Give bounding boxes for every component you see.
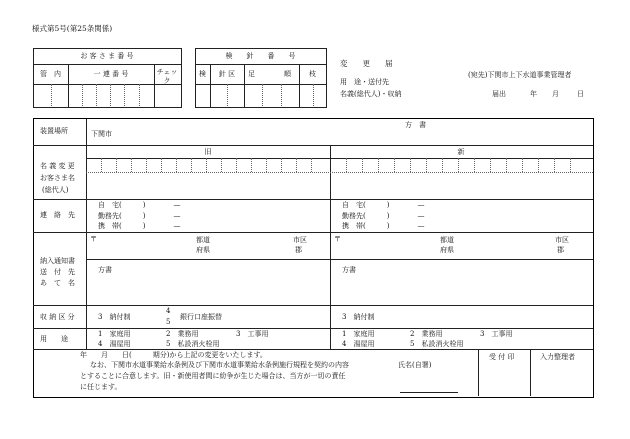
old-pay-3: 3 納付制 (98, 313, 131, 321)
old-u1: 1 家庭用 (98, 330, 131, 338)
new-header: 新 (457, 148, 465, 156)
name-change-label: 名 義 変 更 (40, 162, 75, 170)
new-houshou: 方書 (342, 266, 356, 274)
new-work-phone: 勤務先( ) — (342, 212, 425, 220)
new-u4: 4 湯屋用 (342, 340, 375, 348)
old-pay-5: 5 (166, 318, 171, 326)
new-pay-3: 3 納付制 (342, 313, 375, 321)
footer-line2b: 氏名(自署) (398, 361, 432, 369)
new-u1: 1 家庭用 (342, 330, 375, 338)
change-title: 変 更 届 (340, 59, 393, 68)
contact-label: 連 絡 先 (40, 211, 75, 219)
new-todo: 都道 (440, 236, 454, 244)
usage-label: 用 途 (40, 335, 68, 343)
col-kenshin: 検 (199, 70, 206, 78)
new-fuken: 府県 (440, 246, 454, 254)
month-label: 月 (552, 90, 559, 98)
city: 下関市 (91, 130, 112, 138)
old-u4: 4 湯屋用 (98, 340, 131, 348)
old-u2: 2 業務用 (166, 330, 199, 338)
old-bank: 銀行口座振替 (180, 313, 222, 321)
col-kannai: 管 内 (40, 70, 61, 78)
payment-label: 収 納 区 分 (40, 313, 75, 321)
old-houshou: 方書 (98, 266, 112, 274)
col-renban: 一 連 番 号 (93, 70, 129, 78)
addressee: (宛先)下関市上下水道事業管理者 (468, 71, 572, 79)
old-gun: 郡 (295, 246, 302, 254)
notice-label-1: 納入通知書 (40, 257, 75, 265)
year-label: 年 (530, 90, 537, 98)
footer-line2: なお、下関市水道事業給水条例及び下関市水道事業給水条例施行規程を契約の内容 (90, 361, 349, 369)
footer-line1: 年 月 日( 期分)から上記の変更をいたします。 (80, 351, 267, 359)
new-postal: 〒 (334, 235, 341, 243)
install-label: 装置場所 (40, 127, 68, 135)
date-label: 届出 (492, 90, 506, 98)
old-mobile-phone: 携 帯( ) — (98, 222, 181, 230)
notice-label-2: 送 付 先 (40, 268, 75, 276)
old-pay-4: 4 (166, 307, 171, 315)
new-mobile-phone: 携 帯( ) — (342, 222, 425, 230)
day-label: 日 (577, 90, 584, 98)
old-work-phone: 勤務先( ) — (98, 212, 181, 220)
footer-line4: に任じます。 (80, 383, 122, 391)
customer-number-title: お 客 さ ま 番 号 (80, 52, 134, 60)
old-home-phone: 自 宅( ) — (98, 201, 181, 209)
representative-label: (総代人) (42, 186, 69, 194)
customer-name-label: お客さま名 (40, 174, 75, 182)
old-postal: 〒 (90, 235, 97, 243)
col-jun: 順 (284, 70, 291, 78)
col-check: チェック (156, 68, 178, 85)
new-u3: 3 工事用 (480, 330, 513, 338)
new-u2: 2 業務用 (410, 330, 443, 338)
footer-line3: とすることに合意します。旧・新使用者間に紛争が生じた場合は、当方が一切の責任 (80, 372, 346, 380)
new-shiku: 市区 (555, 236, 569, 244)
old-header: 旧 (204, 148, 212, 156)
input-processor-label: 入力整理者 (540, 353, 575, 361)
new-u5: 5 私設消火栓用 (410, 340, 464, 348)
notice-label-3: あ て 名 (40, 279, 75, 287)
form-id: 様式第5号(第25条関係) (32, 24, 113, 33)
new-home-phone: 自 宅( ) — (342, 201, 425, 209)
old-fuken: 府県 (196, 246, 210, 254)
col-ku: 針 区 (218, 70, 236, 78)
name-type: 名義(総代人)・収納 (340, 90, 402, 98)
addr-type: 用 途・送付先 (340, 78, 389, 86)
old-u3: 3 工事用 (236, 330, 269, 338)
old-todo: 都道 (196, 236, 210, 244)
signature-line (400, 392, 458, 393)
col-eda: 枝 (309, 70, 316, 78)
receipt-stamp-label: 受 付 印 (489, 353, 515, 361)
old-u5: 5 私設消火栓用 (166, 340, 220, 348)
meter-number-title: 検 針 番 号 (225, 52, 296, 60)
col-ashi: 足 (248, 70, 255, 78)
old-shiku: 市区 (293, 236, 307, 244)
direction: 方 書 (405, 121, 426, 129)
new-gun: 郡 (557, 246, 564, 254)
